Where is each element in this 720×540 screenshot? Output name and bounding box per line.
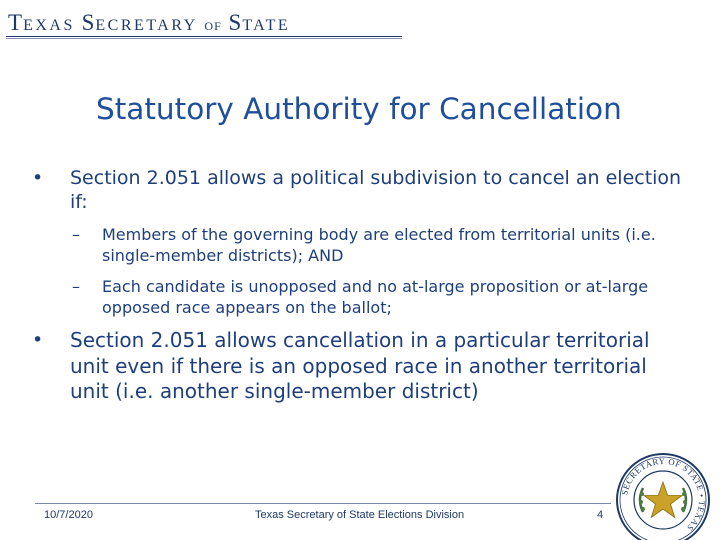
brand-cap-s1: S: [81, 10, 96, 35]
bullet-item: [32, 166, 690, 214]
bullet-mark: •: [32, 329, 44, 351]
header-rule: [6, 36, 402, 37]
brand-rest-1: EXAS: [23, 17, 75, 34]
brand-rest-3: TATE: [242, 17, 291, 34]
header-brand: [8, 10, 290, 36]
brand-cap-s2: S: [228, 10, 243, 35]
sub-bullet-item: [72, 224, 682, 266]
footer-rule: [35, 503, 611, 504]
bullet-text: Section 2.051 allows cancellation in a particular territorial unit even if there is an opposed race in another territorial unit (i.e. another single-member district): [70, 328, 650, 403]
sub-bullet-item: [72, 276, 682, 318]
bullet-item: [32, 328, 690, 405]
sub-bullet-mark: –: [72, 277, 80, 296]
footer-division: Texas Secretary of State Elections Division: [255, 509, 465, 521]
brand-of: OF: [204, 19, 222, 33]
brand-cap-t: T: [8, 10, 24, 35]
seal-text: SECRETARY OF STATE • TEXAS: [619, 455, 708, 534]
bullet-mark: •: [32, 167, 44, 189]
sub-bullet-mark: –: [72, 225, 80, 244]
footer-date: 10/7/2020: [44, 509, 93, 521]
brand-rest-2: ECRETARY: [95, 17, 198, 34]
sub-bullet-text: Each candidate is unopposed and no at-large proposition or at-large opposed race appears on the ballot;: [102, 277, 649, 317]
state-seal-icon: [613, 450, 713, 540]
slide-title: Statutory Authority for Cancellation: [96, 92, 622, 126]
header-rule-secondary: [6, 38, 402, 39]
sub-bullet-text: Members of the governing body are elected from territorial units (i.e. single-member districts); AND: [102, 225, 656, 265]
page-number: 4: [597, 509, 604, 521]
bullet-text: Section 2.051 allows a political subdivision to cancel an election if:: [70, 167, 682, 213]
